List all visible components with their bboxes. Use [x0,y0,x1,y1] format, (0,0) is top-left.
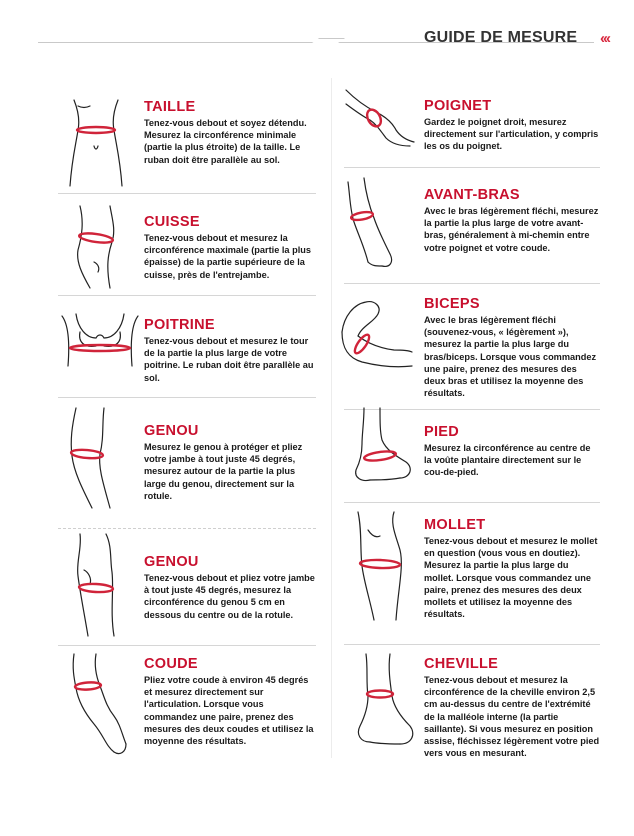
section-cheville [424,656,600,759]
section-cuisse [144,214,318,281]
foot-icon [350,406,416,486]
section-text: Tenez-vous debout et mesurez le tour de la partie la plus large de votre poitrine. Le ruban doit être parallèle au sol. [144,336,314,383]
section-text: Pliez votre coude à environ 45 degrés et mesurez directement sur l'articulation. Lorsque vous commandez une paire, prenez des mesures des deux coudes et utilisez la moyenne des résultats. [144,675,314,747]
divider [344,283,600,284]
forearm-icon [344,176,400,270]
divider [58,193,316,194]
elbow-icon [62,652,132,758]
section-text: Mesurez le genou à protéger et pliez votre jambe à tout juste 45 degrés, mesurez autour de la partie la plus large du genou, directement sur la rotule. [144,442,303,501]
divider [344,167,600,168]
section-title: POIGNET [424,98,492,114]
section-text: Tenez-vous debout et mesurez la circonférence de la cheville environ 2,5 cm au-dessus du centre de l'extrémité de la malléole interne (la partie saillante). Si vous mesurez en position assise, fléchissez légèrement votre pied vers vous en mesurant. [424,675,600,759]
wrist-icon [344,86,418,150]
section-poignet [424,98,600,153]
section-title: TAILLE [144,99,196,115]
section-text: Tenez-vous debout et pliez votre jambe à tout juste 45 degrés, mesurez la circonférence du genou 5 cm en dessous du centre ou de la rotule. [144,573,315,620]
section-avant-bras [424,187,600,254]
divider [58,397,316,398]
calf-icon [350,510,416,622]
chevrons-icon: ‹‹‹ [600,30,609,47]
section-text: Gardez le poignet droit, mesurez directement sur l'articulation, y compris les os du poignet. [424,117,599,152]
section-text: Mesurez la circonférence au centre de la voûte plantaire directement sur le cou-de-pied. [424,443,591,478]
waist-icon [60,96,132,188]
divider [344,644,600,645]
section-pied [424,424,600,479]
section-coude [144,656,318,747]
divider [58,528,316,529]
section-text: Tenez-vous debout et soyez détendu. Mesurez la circonférence minimale (partie la plus étroite) de la taille. Le ruban doit être parallèle au sol. [144,118,307,165]
section-text: Avec le bras légèrement fléchi (souvenez-vous, « légèrement »), mesurez la partie la plus large du bras/biceps. Lorsque vous commandez une paire, prenez des mesures des deux bras et utilisez la moyenne des résultats. [424,315,597,399]
section-biceps [424,296,600,399]
section-title: BICEPS [424,296,480,312]
section-genou [144,423,318,502]
biceps-icon [338,296,416,376]
section-title: CHEVILLE [424,656,499,672]
divider [58,295,316,296]
section-title: COUDE [144,656,198,672]
section-text: Tenez-vous debout et mesurez le mollet en question (vous vous en doutiez). Mesurez la partie la plus large du mollet. Lorsque vous commandez une paire, prenez des mesures des deux mollets et utilisez la moyenne des résultats. [424,536,598,620]
section-mollet [424,517,600,620]
section-title: AVANT-BRAS [424,187,520,203]
section-text: Avec le bras légèrement fléchi, mesurez la partie la plus large de votre avant-bras, généralement à mi-chemin entre votre poignet et votre coude. [424,206,599,253]
section-title: PIED [424,424,460,440]
section-title: MOLLET [424,517,486,533]
thigh-icon [72,202,132,292]
knee-below-icon [70,532,130,638]
section-title: POITRINE [144,317,215,333]
ankle-icon [350,652,416,752]
page-title: GUIDE DE MESURE [424,29,578,46]
column-divider [331,78,332,758]
knee-icon [64,406,128,512]
section-poitrine [144,317,318,384]
section-title: GENOU [144,554,199,570]
chest-icon [58,308,142,370]
section-taille [144,99,318,166]
section-title: GENOU [144,423,199,439]
section-genou-dessous [144,554,318,621]
section-title: CUISSE [144,214,200,230]
divider [344,502,600,503]
divider [58,645,316,646]
section-text: Tenez-vous debout et mesurez la circonférence maximale (partie la plus épaisse) de la partie supérieure de la cuisse, près de l'entrejambe. [144,233,311,280]
header-rule-notch [305,38,345,48]
